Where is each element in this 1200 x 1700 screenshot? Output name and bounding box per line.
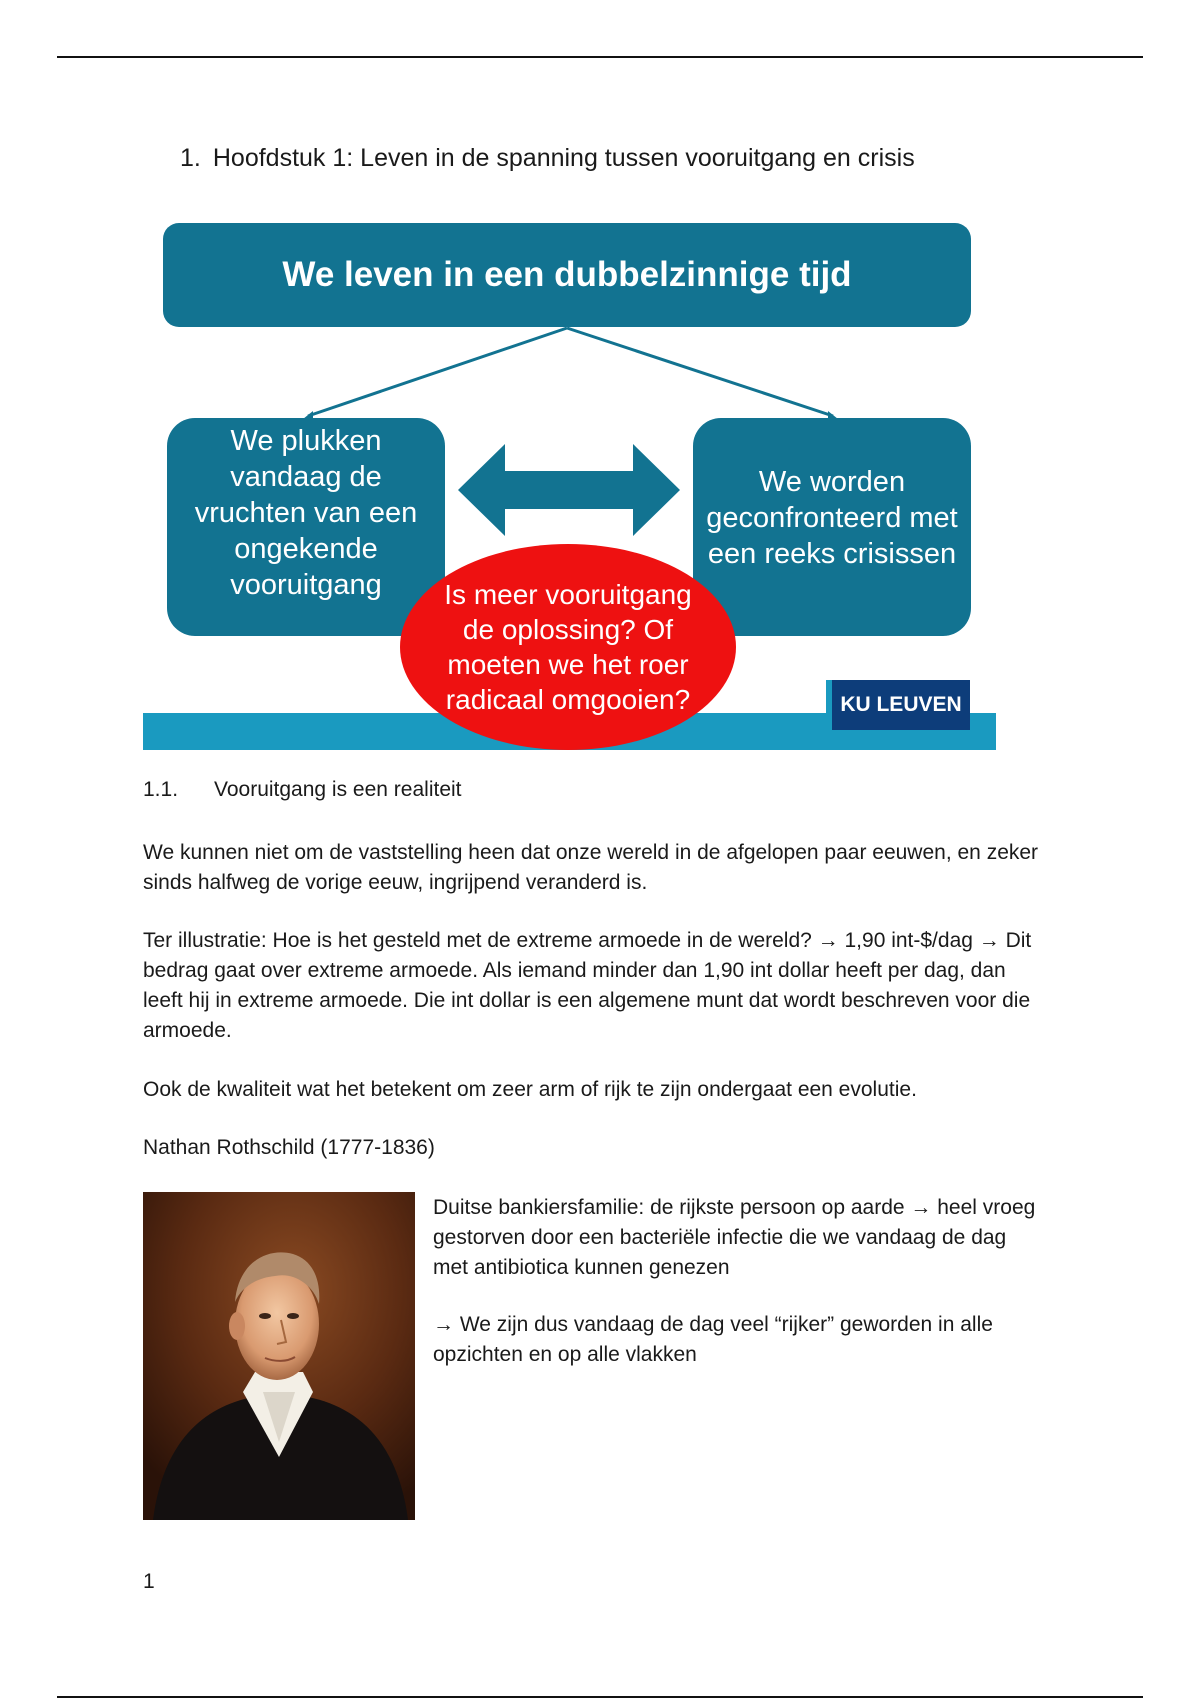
slide-diagram — [143, 218, 996, 750]
chapter-number: 1. — [180, 144, 201, 172]
crisis-box: We worden geconfronteerd met een reeks crisissen — [693, 418, 971, 636]
chapter-title: Hoofdstuk 1: Leven in de spanning tussen vooruitgang en crisis — [212, 144, 915, 172]
double-arrow-icon — [458, 444, 680, 536]
rothschild-portrait — [143, 1192, 415, 1520]
paragraph-quality: Ook de kwaliteit wat het betekent om zeer arm of rijk te zijn ondergaat een evolutie. — [143, 1078, 917, 1101]
paragraph-rothschild: Nathan Rothschild (1777-1836) — [143, 1136, 435, 1159]
section-title: Vooruitgang is een realiteit — [214, 778, 462, 801]
rothschild-conclusion: → We zijn dus vandaag de dag veel “rijker” geworden in alle opzichten en op alle vlakken — [433, 1313, 993, 1366]
progress-box: We plukken vandaag de vruchten van een ongekende vooruitgang — [167, 418, 445, 636]
portrait-image — [143, 1192, 415, 1520]
rothschild-description: Duitse bankiersfamilie: de rijkste persoon op aarde → heel vroeg gestorven door een bacteriële infectie die we vandaag de dag met antibiotica kunnen genezen — [433, 1196, 1036, 1279]
section-number: 1.1. — [143, 778, 179, 801]
ku-leuven-logo: KU LEUVEN — [826, 680, 970, 730]
slide-title: We leven in een dubbelzinnige tijd — [163, 223, 971, 327]
paragraph-intro: We kunnen niet om de vaststelling heen dat onze wereld in de afgelopen paar eeuwen, en zeker sinds halfweg de vorige eeuw, ingrijpend veranderd is. — [143, 841, 1039, 894]
paragraph-poverty: Ter illustratie: Hoe is het gesteld met de extreme armoede in de wereld? → 1,90 int-$/dag → Dit bedrag gaat over extreme armoede. Als iemand minder dan 1,90 int dollar heeft per dag, dan leeft hij in extreme armoede. Die int dollar is een algemene munt dat wordt beschreven voor die armoede. — [143, 929, 1032, 1042]
section-heading — [143, 778, 462, 802]
chapter-heading — [180, 144, 915, 173]
footer-rule — [57, 1696, 1143, 1698]
connector-left-line — [308, 328, 567, 416]
page-number: 1 — [143, 1570, 155, 1593]
question-oval: Is meer vooruitgang de oplossing? Of moeten we het roer radicaal omgooien? — [400, 544, 736, 750]
header-rule — [57, 56, 1143, 58]
connector-right-line — [567, 328, 833, 416]
